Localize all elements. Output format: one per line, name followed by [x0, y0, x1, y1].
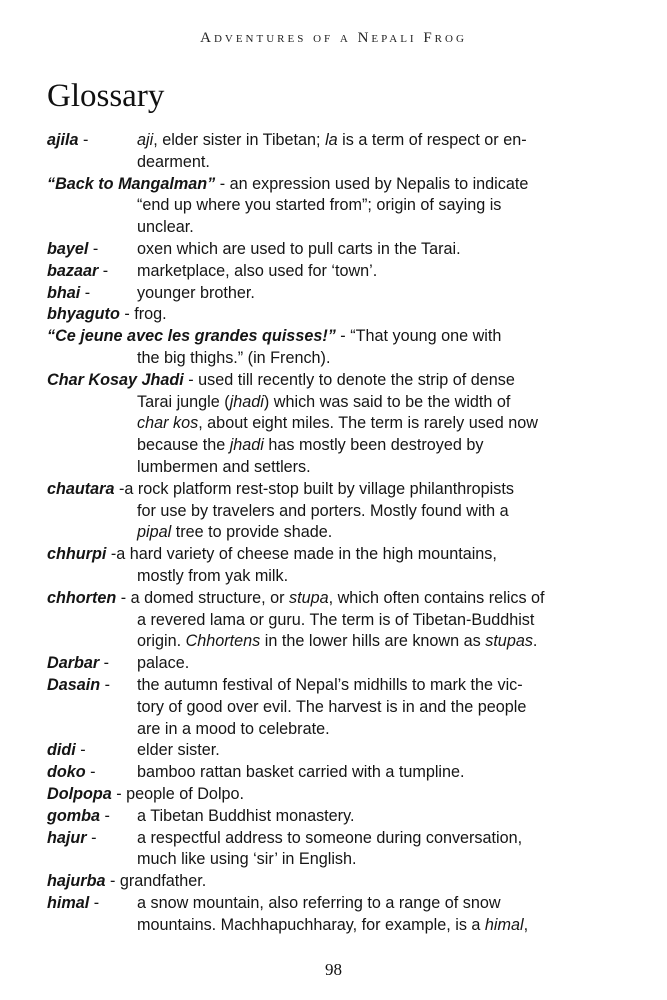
definition-text: the autumn festival of Nepal’s midhills to mark the vic-: [137, 675, 523, 694]
definition-line: [47, 174, 627, 196]
italic-term: aji: [137, 131, 154, 149]
definition-line: [47, 130, 627, 152]
glossary-entry: [47, 828, 627, 872]
definition-text: used till recently to denote the strip of dense: [198, 370, 515, 389]
definition-line: [47, 544, 627, 566]
definition-line: [47, 304, 627, 326]
term-separator: -: [88, 239, 99, 258]
page-title: Glossary: [47, 78, 165, 114]
glossary-term: hajurba: [47, 872, 106, 891]
definition-line: [47, 762, 627, 784]
definition-line: [47, 631, 627, 653]
definition-text: lumbermen and settlers.: [137, 457, 311, 476]
definition-text: for use by travelers and porters. Mostly found with a: [137, 501, 509, 520]
glossary-term: Dolpopa: [47, 784, 112, 803]
definition-text: a revered lama or guru. The term is of Tibetan-Buddhist: [137, 610, 535, 629]
glossary-term: himal: [47, 893, 90, 912]
glossary-term: hajur: [47, 828, 87, 847]
definition-line: [47, 152, 627, 174]
definition-text: people of Dolpo.: [126, 784, 245, 803]
glossary-term: chhorten: [47, 588, 117, 607]
glossary-entry: [47, 544, 627, 588]
definition-text: grandfather.: [119, 872, 207, 891]
term-separator: -: [116, 588, 131, 607]
glossary-term: bazaar: [47, 261, 99, 280]
glossary-term: chautara: [47, 479, 115, 498]
definition-line: [47, 719, 627, 741]
definition-text: because the: [137, 436, 230, 455]
glossary-term: gomba: [47, 806, 101, 825]
definition-text: has mostly been destroyed by: [263, 436, 484, 455]
glossary-entries: [47, 130, 627, 936]
definition-text: a Tibetan Buddhist monastery.: [137, 806, 355, 825]
definition-line: [47, 435, 627, 457]
glossary-entry: [47, 174, 627, 239]
italic-term: jhadi: [229, 392, 264, 411]
definition-text: tree to provide shade.: [171, 523, 333, 542]
glossary-term: didi: [47, 741, 76, 760]
page-number: 98: [325, 960, 342, 979]
glossary-entry: [47, 479, 627, 544]
glossary-term: Darbar: [47, 654, 100, 673]
definition-line: [47, 413, 627, 435]
definition-text: “That young one with: [350, 327, 502, 346]
definition-line: [47, 740, 627, 762]
definition-text: a domed structure, or: [130, 588, 289, 607]
definition-line: [47, 871, 627, 893]
definition-text: ) which was said to be the width of: [263, 392, 511, 411]
running-head: Adventures of a Nepali Frog: [200, 30, 467, 46]
term-separator: -: [78, 131, 89, 149]
term-separator: -: [80, 283, 91, 302]
definition-text: is a term of respect or en-: [337, 131, 527, 149]
glossary-entry: [47, 261, 627, 283]
glossary-entry: [47, 653, 627, 675]
glossary-term: bhai: [47, 283, 81, 302]
term-column: [47, 130, 137, 152]
glossary-entry: [47, 304, 627, 326]
term-separator: -: [111, 784, 127, 803]
definition-line: [47, 392, 627, 414]
definition-line: [47, 261, 627, 283]
definition-line: [47, 588, 627, 610]
definition-text: marketplace, also used for ‘town’.: [137, 261, 378, 280]
definition-line: [47, 653, 627, 675]
definition-line: [47, 195, 627, 217]
italic-term: la: [325, 131, 338, 149]
term-separator: -: [119, 305, 135, 324]
definition-text: younger brother.: [137, 283, 255, 302]
definition-line: [47, 370, 627, 392]
definition-text: ,: [523, 915, 529, 934]
definition-line: [47, 501, 627, 523]
glossary-entry: [47, 326, 627, 370]
definition-text: a snow mountain, also referring to a range of snow: [137, 893, 501, 912]
definition-text: a respectful address to someone during conversation,: [137, 828, 523, 847]
definition-text: origin.: [137, 632, 186, 651]
italic-term: char kos: [137, 414, 199, 433]
definition-text: the big thighs.” (in French).: [137, 348, 331, 367]
definition-line: [47, 239, 627, 261]
term-separator: -: [98, 261, 109, 280]
glossary-entry: [47, 283, 627, 305]
definition-text: oxen which are used to pull carts in the Tarai.: [137, 239, 461, 258]
term-separator: -: [106, 545, 117, 564]
definition-line: [47, 326, 627, 348]
glossary-term: bhyaguto: [47, 305, 120, 324]
term-separator: -: [75, 741, 86, 760]
term-separator: -: [89, 893, 100, 912]
definition-line: [47, 893, 627, 915]
glossary-entry: [47, 806, 627, 828]
definition-text: bamboo rattan basket carried with a tumpline.: [137, 763, 465, 782]
definition-text: a rock platform rest-stop built by village philanthropists: [124, 479, 514, 498]
term-separator: -: [85, 763, 96, 782]
glossary-entry: [47, 871, 627, 893]
glossary-entry: [47, 239, 627, 261]
definition-text: Tarai jungle (: [137, 392, 230, 411]
italic-term: himal: [484, 915, 524, 934]
term-column: [47, 762, 137, 784]
italic-term: stupa: [289, 588, 329, 607]
term-separator: -: [100, 675, 110, 694]
definition-text: dearment.: [137, 152, 210, 171]
definition-line: [47, 828, 627, 850]
definition-text: , about eight miles. The term is rarely used now: [198, 414, 538, 433]
italic-term: Chhortens: [185, 632, 261, 651]
italic-term: stupas: [485, 632, 533, 651]
glossary-entry: [47, 370, 627, 479]
definition-line: [47, 348, 627, 370]
definition-text: frog.: [134, 305, 167, 324]
italic-term: pipal: [137, 523, 172, 542]
definition-line: [47, 806, 627, 828]
glossary-entry: [47, 675, 627, 740]
definition-text: elder sister.: [137, 741, 220, 760]
definition-text: a hard variety of cheese made in the high mountains,: [116, 545, 497, 564]
glossary-term: doko: [47, 763, 86, 782]
glossary-term: bayel: [47, 239, 89, 258]
term-separator: -: [105, 872, 120, 891]
definition-line: [47, 522, 627, 544]
glossary-term: chhurpi: [47, 545, 107, 564]
term-column: [47, 261, 137, 283]
term-separator: -: [183, 370, 199, 389]
glossary-entry: [47, 762, 627, 784]
term-column: [47, 283, 137, 305]
glossary-entry: [47, 588, 627, 653]
definition-text: an expression used by Nepalis to indicate: [229, 174, 529, 193]
glossary-term: Char Kosay Jhadi: [47, 370, 184, 389]
definition-text: are in a mood to celebrate.: [137, 719, 330, 738]
term-column: [47, 806, 137, 828]
term-column: [47, 893, 137, 915]
glossary-entry: [47, 130, 627, 174]
definition-line: [47, 217, 627, 239]
definition-line: [47, 697, 627, 719]
glossary-entry: [47, 740, 627, 762]
glossary-term: ajila: [47, 131, 79, 149]
definition-text: palace.: [137, 654, 190, 673]
definition-text: mostly from yak milk.: [137, 566, 289, 585]
definition-text: , elder sister in Tibetan;: [153, 131, 326, 149]
definition-text: , which often contains relics of: [328, 588, 545, 607]
definition-line: [47, 610, 627, 632]
term-column: [47, 239, 137, 261]
definition-text: unclear.: [137, 218, 194, 237]
definition-line: [47, 849, 627, 871]
term-column: [47, 740, 137, 762]
glossary-term: Dasain: [47, 675, 101, 694]
definition-text: much like using ‘sir’ in English.: [137, 850, 357, 869]
italic-term: jhadi: [229, 436, 264, 455]
definition-line: [47, 675, 627, 697]
definition-text: .: [532, 632, 538, 651]
term-separator: -: [86, 828, 97, 847]
term-separator: -: [100, 806, 110, 825]
glossary-entry: [47, 893, 627, 937]
definition-text: in the lower hills are known as: [260, 632, 486, 651]
definition-line: [47, 283, 627, 305]
term-separator: -: [99, 654, 110, 673]
definition-line: [47, 457, 627, 479]
definition-text: “end up where you started from”; origin of saying is: [137, 196, 502, 215]
term-column: [47, 675, 137, 697]
definition-line: [47, 479, 627, 501]
definition-text: mountains. Machhapuchharay, for example, is a: [137, 915, 485, 934]
definition-line: [47, 915, 627, 937]
definition-line: [47, 784, 627, 806]
term-separator: -: [335, 327, 351, 346]
definition-line: [47, 566, 627, 588]
glossary-term: “Ce jeune avec les grandes quisses!”: [47, 327, 336, 346]
glossary-entry: [47, 784, 627, 806]
term-separator: -: [114, 479, 125, 498]
term-separator: -: [215, 174, 230, 193]
term-column: [47, 653, 137, 675]
glossary-term: “Back to Mangalman”: [47, 174, 216, 193]
definition-text: tory of good over evil. The harvest is in and the people: [137, 697, 527, 716]
term-column: [47, 828, 137, 850]
